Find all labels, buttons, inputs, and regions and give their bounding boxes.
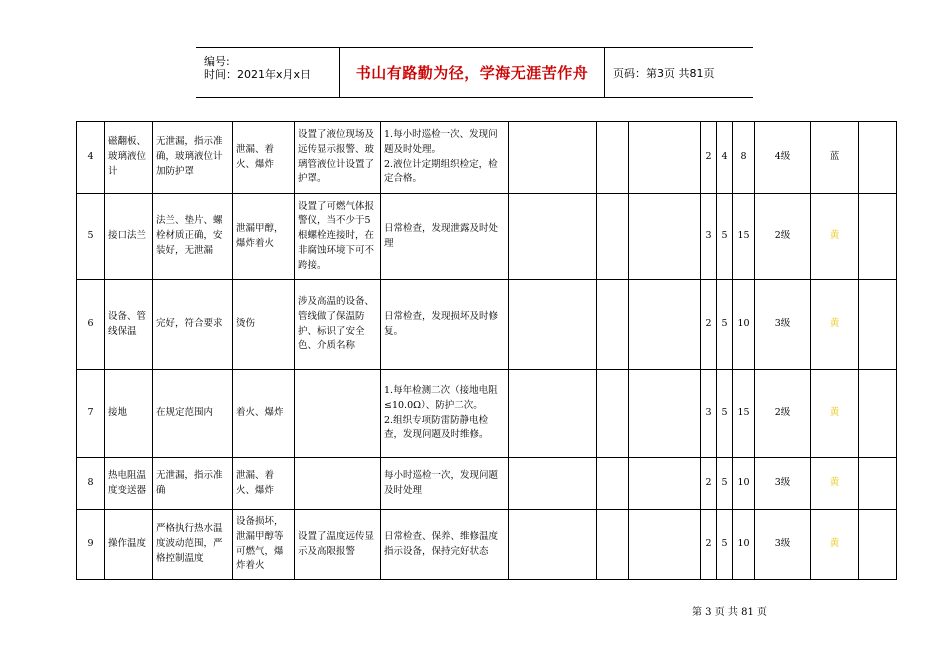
empty-cell: [629, 194, 701, 280]
empty-cell: [859, 194, 897, 280]
header-page-cell: [605, 48, 753, 97]
inspection-cell: 日常检查、保养、维修温度指示设备，保持完好状态: [381, 510, 509, 580]
grade-cell: 2级: [755, 370, 811, 458]
r-value: 10: [733, 510, 755, 580]
empty-cell: [509, 280, 597, 370]
grade-cell: 3级: [755, 510, 811, 580]
measures-cell: 设置了液位现场及远传显示报警、玻璃管液位计设置了护罩。: [295, 122, 381, 194]
table-row: [77, 370, 897, 458]
empty-cell: [597, 122, 629, 194]
empty-cell: [859, 280, 897, 370]
document-header: [196, 47, 753, 98]
measures-cell: 涉及高温的设备、管线做了保温防护、标识了安全色、介质名称: [295, 280, 381, 370]
row-number: 7: [77, 370, 105, 458]
r-value: 15: [733, 194, 755, 280]
row-number: 9: [77, 510, 105, 580]
standard-cell: 法兰、垫片、螺栓材质正确，安装好，无泄漏: [153, 194, 233, 280]
l-value: 3: [701, 194, 717, 280]
color-label-cell: 黄: [811, 280, 859, 370]
empty-cell: [597, 510, 629, 580]
page-label: 页码：第3页 共81页: [613, 66, 715, 80]
motto-text: 书山有路勤为径，学海无涯苦作舟: [355, 64, 589, 82]
empty-cell: [509, 458, 597, 510]
color-label-cell: 黄: [811, 194, 859, 280]
hazard-cell: 泄漏甲醇，爆炸着火: [233, 194, 295, 280]
empty-cell: [629, 122, 701, 194]
table-row: [77, 194, 897, 280]
hazard-cell: 烫伤: [233, 280, 295, 370]
r-value: 10: [733, 280, 755, 370]
measures-cell: 设置了温度远传显示及高限报警: [295, 510, 381, 580]
empty-cell: [859, 510, 897, 580]
hazard-cell: 泄漏、着火、爆炸: [233, 122, 295, 194]
item-cell: 设备、管线保温: [105, 280, 153, 370]
grade-cell: 2级: [755, 194, 811, 280]
standard-cell: 严格执行热水温度波动范围，严格控制温度: [153, 510, 233, 580]
inspection-cell: 日常检查，发现损坏及时修复。: [381, 280, 509, 370]
number-label: 编号:: [204, 55, 230, 68]
color-label-cell: 黄: [811, 510, 859, 580]
measures-cell: 设置了可燃气体报警仪，当不少于5根螺栓连接时，在非腐蚀环境下可不跨接。: [295, 194, 381, 280]
empty-cell: [509, 194, 597, 280]
color-label-cell: 黄: [811, 458, 859, 510]
s-value: 5: [717, 510, 733, 580]
empty-cell: [597, 280, 629, 370]
inspection-cell: 1.每年检测二次（接地电阻≤10.0Ω）、防护二次。 2.组织专项防雷防静电检查，发现问题及时维修。: [381, 370, 509, 458]
standard-cell: 无泄漏，指示准确，玻璃液位计加防护罩: [153, 122, 233, 194]
s-value: 5: [717, 194, 733, 280]
empty-cell: [629, 280, 701, 370]
empty-cell: [597, 458, 629, 510]
inspection-cell: 日常检查，发现泄露及时处理: [381, 194, 509, 280]
empty-cell: [859, 370, 897, 458]
color-label-cell: 黄: [811, 370, 859, 458]
l-value: 2: [701, 280, 717, 370]
s-value: 4: [717, 122, 733, 194]
header-meta-cell: [196, 48, 340, 97]
time-label: 时间：2021年x月x日: [204, 68, 312, 81]
l-value: 2: [701, 510, 717, 580]
measures-cell: [295, 458, 381, 510]
row-number: 8: [77, 458, 105, 510]
r-value: 15: [733, 370, 755, 458]
l-value: 2: [701, 122, 717, 194]
grade-cell: 4级: [755, 122, 811, 194]
table-row: [77, 458, 897, 510]
standard-cell: 无泄漏，指示准确: [153, 458, 233, 510]
hazard-cell: 设备损坏，泄漏甲醇等可燃气，爆炸着火: [233, 510, 295, 580]
table-row: [77, 510, 897, 580]
item-cell: 接口法兰: [105, 194, 153, 280]
empty-cell: [509, 510, 597, 580]
hazard-cell: 泄漏、着火、爆炸: [233, 458, 295, 510]
row-number: 5: [77, 194, 105, 280]
inspection-cell: 1.每小时巡检一次、发现问题及时处理。 2.液位计定期组织检定，检定合格。: [381, 122, 509, 194]
empty-cell: [509, 370, 597, 458]
color-label-cell: 蓝: [811, 122, 859, 194]
grade-cell: 3级: [755, 280, 811, 370]
empty-cell: [509, 122, 597, 194]
row-number: 4: [77, 122, 105, 194]
table-row: [77, 280, 897, 370]
page-footer: 第 3 页 共 81 页: [692, 607, 767, 618]
table-row: [77, 122, 897, 194]
empty-cell: [629, 370, 701, 458]
empty-cell: [597, 194, 629, 280]
l-value: 3: [701, 370, 717, 458]
s-value: 5: [717, 458, 733, 510]
inspection-cell: 每小时巡检一次，发现问题及时处理: [381, 458, 509, 510]
r-value: 8: [733, 122, 755, 194]
row-number: 6: [77, 280, 105, 370]
standard-cell: 在规定范围内: [153, 370, 233, 458]
l-value: 2: [701, 458, 717, 510]
r-value: 10: [733, 458, 755, 510]
item-cell: 操作温度: [105, 510, 153, 580]
s-value: 5: [717, 280, 733, 370]
empty-cell: [859, 122, 897, 194]
empty-cell: [859, 458, 897, 510]
item-cell: 接地: [105, 370, 153, 458]
empty-cell: [629, 458, 701, 510]
measures-cell: [295, 370, 381, 458]
header-motto-cell: [340, 48, 605, 97]
hazard-cell: 着火、爆炸: [233, 370, 295, 458]
empty-cell: [629, 510, 701, 580]
risk-table: [76, 121, 897, 580]
s-value: 5: [717, 370, 733, 458]
empty-cell: [597, 370, 629, 458]
grade-cell: 3级: [755, 458, 811, 510]
item-cell: 热电阻温度变送器: [105, 458, 153, 510]
standard-cell: 完好，符合要求: [153, 280, 233, 370]
item-cell: 磁翻板、玻璃液位计: [105, 122, 153, 194]
